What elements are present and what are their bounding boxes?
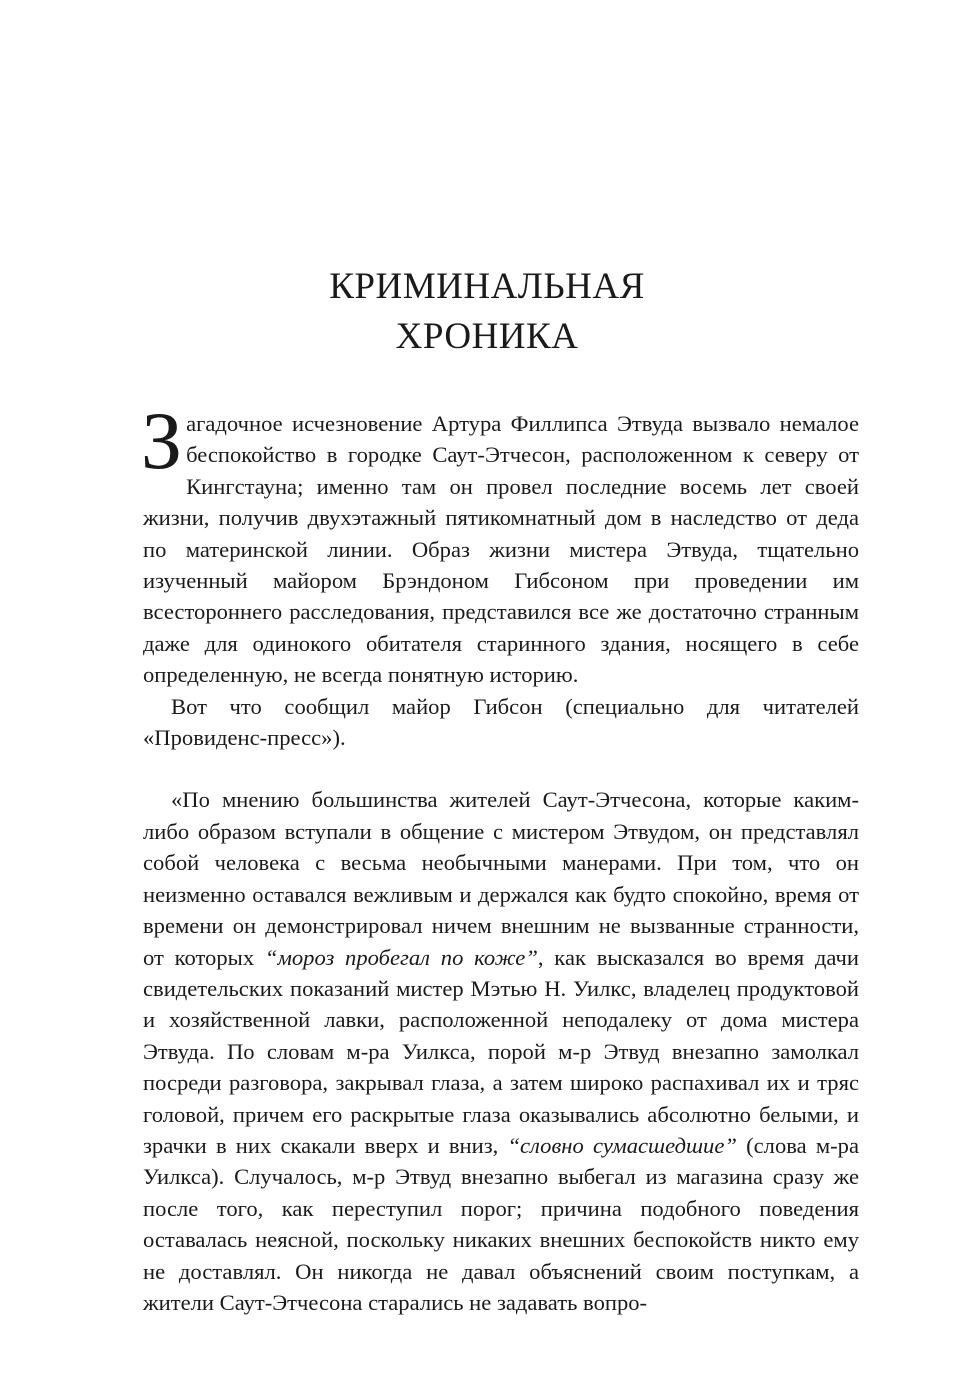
quote-text-part-2: , как высказался во время дачи свидетельских показаний мистер Мэтью Н. Уилкс, владелец продуктовой и хозяйственной лавки, расположенной неподалеку от дома мистера Этвуда. По словам м-ра Уилкса, порой м-р Этвуд внезапно замолкал посреди разговора, закрывал глаза, а затем широко распахивал их и тряс головой, причем его раскрытые глаза оказывались абсолютно белыми, и зрачки в них скакали вверх и вниз, [143, 944, 859, 1158]
intro-paragraph [141, 395, 859, 691]
quote-text-part-1: «По мнению большинства жителей Саут-Этчесона, которые каким-либо образом вступали в общение с мистером Этвудом, он представлял собой человека с весьма необычными манерами. При том, что он неизменно оставался вежливым и держался как будто спокойно, время от времени он демонстрировал ничем внешним не вызванные странности, от которых [143, 787, 859, 970]
chapter-title-line-2: ХРОНИКА [395, 316, 579, 357]
body-text [141, 395, 859, 1318]
drop-cap: З [141, 395, 183, 486]
quote-paragraph [143, 784, 859, 1318]
gibson-intro-paragraph: Вот что сообщил майор Гибсон (специально для читателей «Провиденс-пресс»). [143, 693, 859, 751]
quote-italic-2: “словно сумасшедшие” [507, 1132, 737, 1158]
chapter-title-line-1: КРИМИНАЛЬНАЯ [329, 266, 645, 307]
intro-paragraph-text: агадочное исчезновение Артура Филлипса Этвуда вызвало немалое беспокойство в городке Саут-Этчесон, расположенном к северу от Кингстауна; именно там он провел последние восемь лет своей жизни, получив двухэтажный пятикомнатный дом в наследство от деда по материнской линии. Образ жизни мистера Этвуда, тщательно изученный майором Брэндоном Гибсоном при проведении им всестороннего расследования, представился все же достаточно странным даже для одинокого обитателя старинного здания, носящего в себе определенную, не всегда понятную историю. [143, 411, 859, 688]
paragraph-spacer [143, 753, 859, 784]
quote-italic-1: “мороз пробегал по коже” [264, 944, 538, 970]
chapter-title [0, 262, 974, 362]
quote-text-part-3: (слова м-ра Уилкса). Случалось, м-р Этвуд внезапно выбегал из магазина сразу же после того, как переступил порог; причина подобного поведения оставалась неясной, поскольку никаких внешних беспокойств никто ему не доставлял. Он никогда не давал объяснений своим поступкам, а жители Саут-Этчесона старались не задавать вопро- [143, 1132, 859, 1315]
